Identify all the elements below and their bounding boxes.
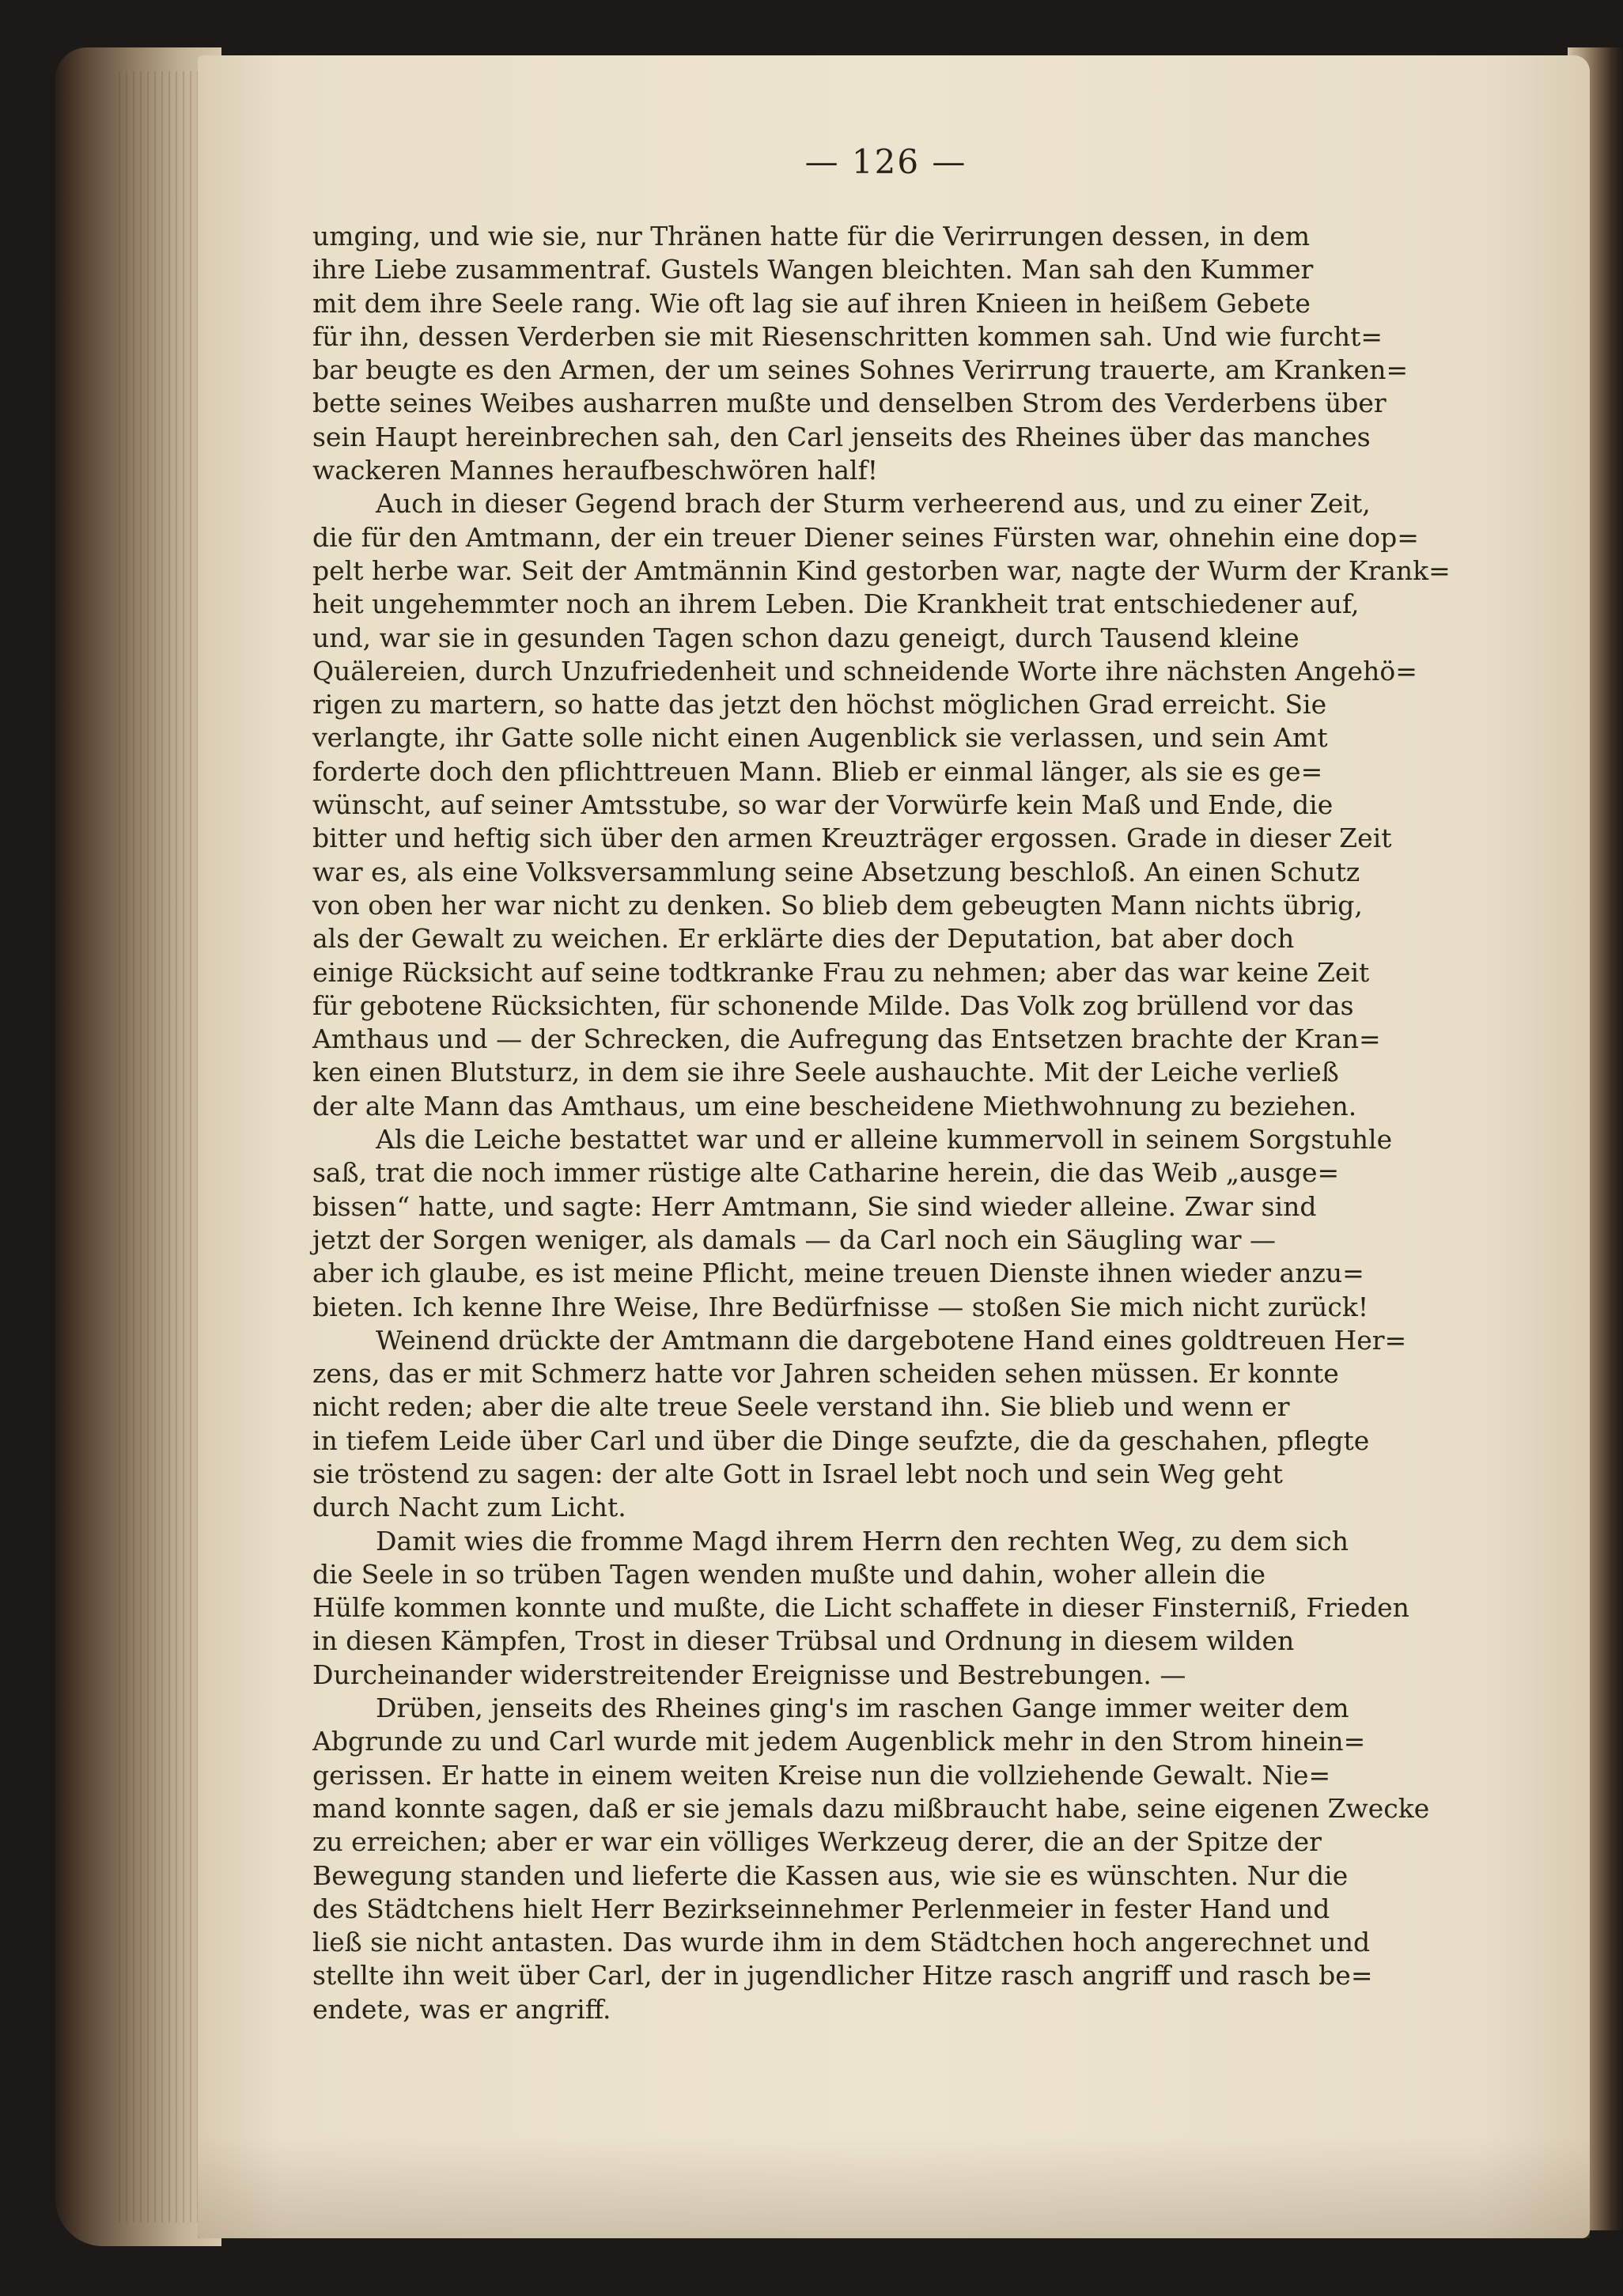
text-line: umging, und wie sie, nur Thränen hatte für die Verirrungen dessen, in dem bbox=[312, 221, 1311, 252]
text-line: Weinend drückte der Amtmann die dargebotene Hand eines goldtreuen Her= bbox=[376, 1324, 1407, 1356]
text-line: sein Haupt hereinbrechen sah, den Carl jenseits des Rheines über das manches bbox=[312, 421, 1371, 452]
text-line: Quälereien, durch Unzufriedenheit und schneidende Worte ihre nächsten Angehö= bbox=[312, 655, 1417, 687]
text-line: die für den Amtmann, der ein treuer Diener seines Fürsten war, ohnehin eine dop= bbox=[312, 521, 1419, 553]
text-line: zu erreichen; aber er war ein völliges Werkzeug derer, die an der Spitze der bbox=[312, 1826, 1322, 1858]
text-line: Damit wies die fromme Magd ihrem Herrn den rechten Weg, zu dem sich bbox=[376, 1525, 1349, 1557]
text-line: der alte Mann das Amthaus, um eine bescheidene Miethwohnung zu beziehen. bbox=[312, 1090, 1357, 1122]
text-line: verlangte, ihr Gatte solle nicht einen Augenblick sie verlassen, und sein Amt bbox=[312, 722, 1328, 754]
text-line: Amthaus und — der Schrecken, die Aufregung das Entsetzen brachte der Kran= bbox=[312, 1023, 1381, 1055]
text-line: für gebotene Rücksichten, für schonende Milde. Das Volk zog brüllend vor das bbox=[312, 989, 1354, 1021]
page-shadow bbox=[198, 2135, 1590, 2238]
text-line: bieten. Ich kenne Ihre Weise, Ihre Bedürfnisse — stoßen Sie mich nicht zurück! bbox=[312, 1291, 1369, 1322]
text-line: ihre Liebe zusammentraf. Gustels Wangen bleichten. Man sah den Kummer bbox=[312, 254, 1314, 286]
text-line: bissen“ hatte, und sagte: Herr Amtmann, Sie sind wieder alleine. Zwar sind bbox=[312, 1190, 1317, 1222]
text-line: nicht reden; aber die alte treue Seele verstand ihn. Sie blieb und wenn er bbox=[312, 1391, 1290, 1423]
text-line: wünscht, auf seiner Amtsstube, so war der Vorwürfe kein Maß und Ende, die bbox=[312, 789, 1334, 821]
text-line: Durcheinander widerstreitender Ereignisse und Bestrebungen. — bbox=[312, 1659, 1186, 1690]
text-line: mit dem ihre Seele rang. Wie oft lag sie auf ihren Knieen in heißem Gebete bbox=[312, 287, 1311, 319]
text-line: als der Gewalt zu weichen. Er erklärte dies der Deputation, bat aber doch bbox=[312, 923, 1295, 955]
text-line: bar beugte es den Armen, der um seines Sohnes Verirrung trauerte, am Kranken= bbox=[312, 354, 1409, 386]
text-line: bette seines Weibes ausharren mußte und denselben Strom des Verderbens über bbox=[312, 388, 1387, 419]
page-number: — 126 — bbox=[804, 142, 967, 181]
text-line: Als die Leiche bestattet war und er alleine kummervoll in seinem Sorgstuhle bbox=[376, 1124, 1393, 1156]
body-text bbox=[312, 220, 1459, 2026]
text-line: einige Rücksicht auf seine todtkranke Frau zu nehmen; aber das war keine Zeit bbox=[312, 956, 1370, 988]
text-line: wackeren Mannes heraufbeschwören half! bbox=[312, 455, 879, 486]
text-line: war es, als eine Volksversammlung seine Absetzung beschloß. An einen Schutz bbox=[312, 856, 1360, 887]
text-line: endete, was er angriff. bbox=[312, 1993, 611, 2025]
text-line: gerissen. Er hatte in einem weiten Kreise nun die vollziehende Gewalt. Nie= bbox=[312, 1759, 1331, 1791]
text-line: sie tröstend zu sagen: der alte Gott in Israel lebt noch und sein Weg geht bbox=[312, 1458, 1283, 1489]
text-line: und, war sie in gesunden Tagen schon dazu geneigt, durch Tausend kleine bbox=[312, 622, 1300, 653]
text-line: ließ sie nicht antasten. Das wurde ihm in dem Städtchen hoch angerechnet und bbox=[312, 1927, 1371, 1958]
text-line: in tiefem Leide über Carl und über die Dinge seufzte, die da geschahen, pflegte bbox=[312, 1424, 1370, 1456]
text-line: mand konnte sagen, daß er sie jemals dazu mißbraucht habe, seine eigenen Zwecke bbox=[312, 1792, 1430, 1824]
text-line: jetzt der Sorgen weniger, als damals — da Carl noch ein Säugling war — bbox=[312, 1224, 1277, 1255]
text-line: für ihn, dessen Verderben sie mit Riesenschritten kommen sah. Und wie furcht= bbox=[312, 320, 1383, 352]
text-line: durch Nacht zum Licht. bbox=[312, 1492, 626, 1523]
text-line: forderte doch den pflichttreuen Mann. Blieb er einmal länger, als sie es ge= bbox=[312, 755, 1323, 787]
text-line: die Seele in so trüben Tagen wenden mußte und dahin, woher allein die bbox=[312, 1558, 1265, 1590]
text-line: aber ich glaube, es ist meine Pflicht, meine treuen Dienste ihnen wieder anzu= bbox=[312, 1258, 1364, 1289]
text-line: Auch in dieser Gegend brach der Sturm verheerend aus, und zu einer Zeit, bbox=[376, 488, 1371, 520]
text-line: ken einen Blutsturz, in dem sie ihre Seele aushauchte. Mit der Leiche verließ bbox=[312, 1057, 1339, 1088]
text-line: heit ungehemmter noch an ihrem Leben. Die Krankheit trat entschiedener auf, bbox=[312, 588, 1360, 620]
text-line: Abgrunde zu und Carl wurde mit jedem Augenblick mehr in den Strom hinein= bbox=[312, 1726, 1366, 1757]
text-line: Bewegung standen und lieferte die Kassen aus, wie sie es wünschten. Nur die bbox=[312, 1859, 1349, 1891]
text-line: von oben her war nicht zu denken. So blieb dem gebeugten Mann nichts übrig, bbox=[312, 889, 1363, 921]
text-line: Drüben, jenseits des Rheines ging's im raschen Gange immer weiter dem bbox=[376, 1693, 1349, 1724]
text-line: saß, trat die noch immer rüstige alte Catharine herein, die das Weib „ausge= bbox=[312, 1157, 1340, 1189]
text-line: Hülfe kommen konnte und mußte, die Licht schaffete in dieser Finsterniß, Frieden bbox=[312, 1592, 1409, 1624]
text-line: zens, das er mit Schmerz hatte vor Jahren scheiden sehen müssen. Er konnte bbox=[312, 1358, 1339, 1390]
text-line: stellte ihn weit über Carl, der in jugendlicher Hitze rasch angriff und rasch be= bbox=[312, 1960, 1373, 1992]
text-line: pelt herbe war. Seit der Amtmännin Kind gestorben war, nagte der Wurm der Krank= bbox=[312, 554, 1451, 586]
text-line: rigen zu martern, so hatte das jetzt den höchst möglichen Grad erreicht. Sie bbox=[312, 689, 1327, 721]
text-line: bitter und heftig sich über den armen Kreuzträger ergossen. Grade in dieser Zeit bbox=[312, 823, 1392, 854]
text-line: des Städtchens hielt Herr Bezirkseinnehmer Perlenmeier in fester Hand und bbox=[312, 1893, 1330, 1924]
text-line: in diesen Kämpfen, Trost in dieser Trübsal und Ordnung in diesem wilden bbox=[312, 1625, 1295, 1657]
